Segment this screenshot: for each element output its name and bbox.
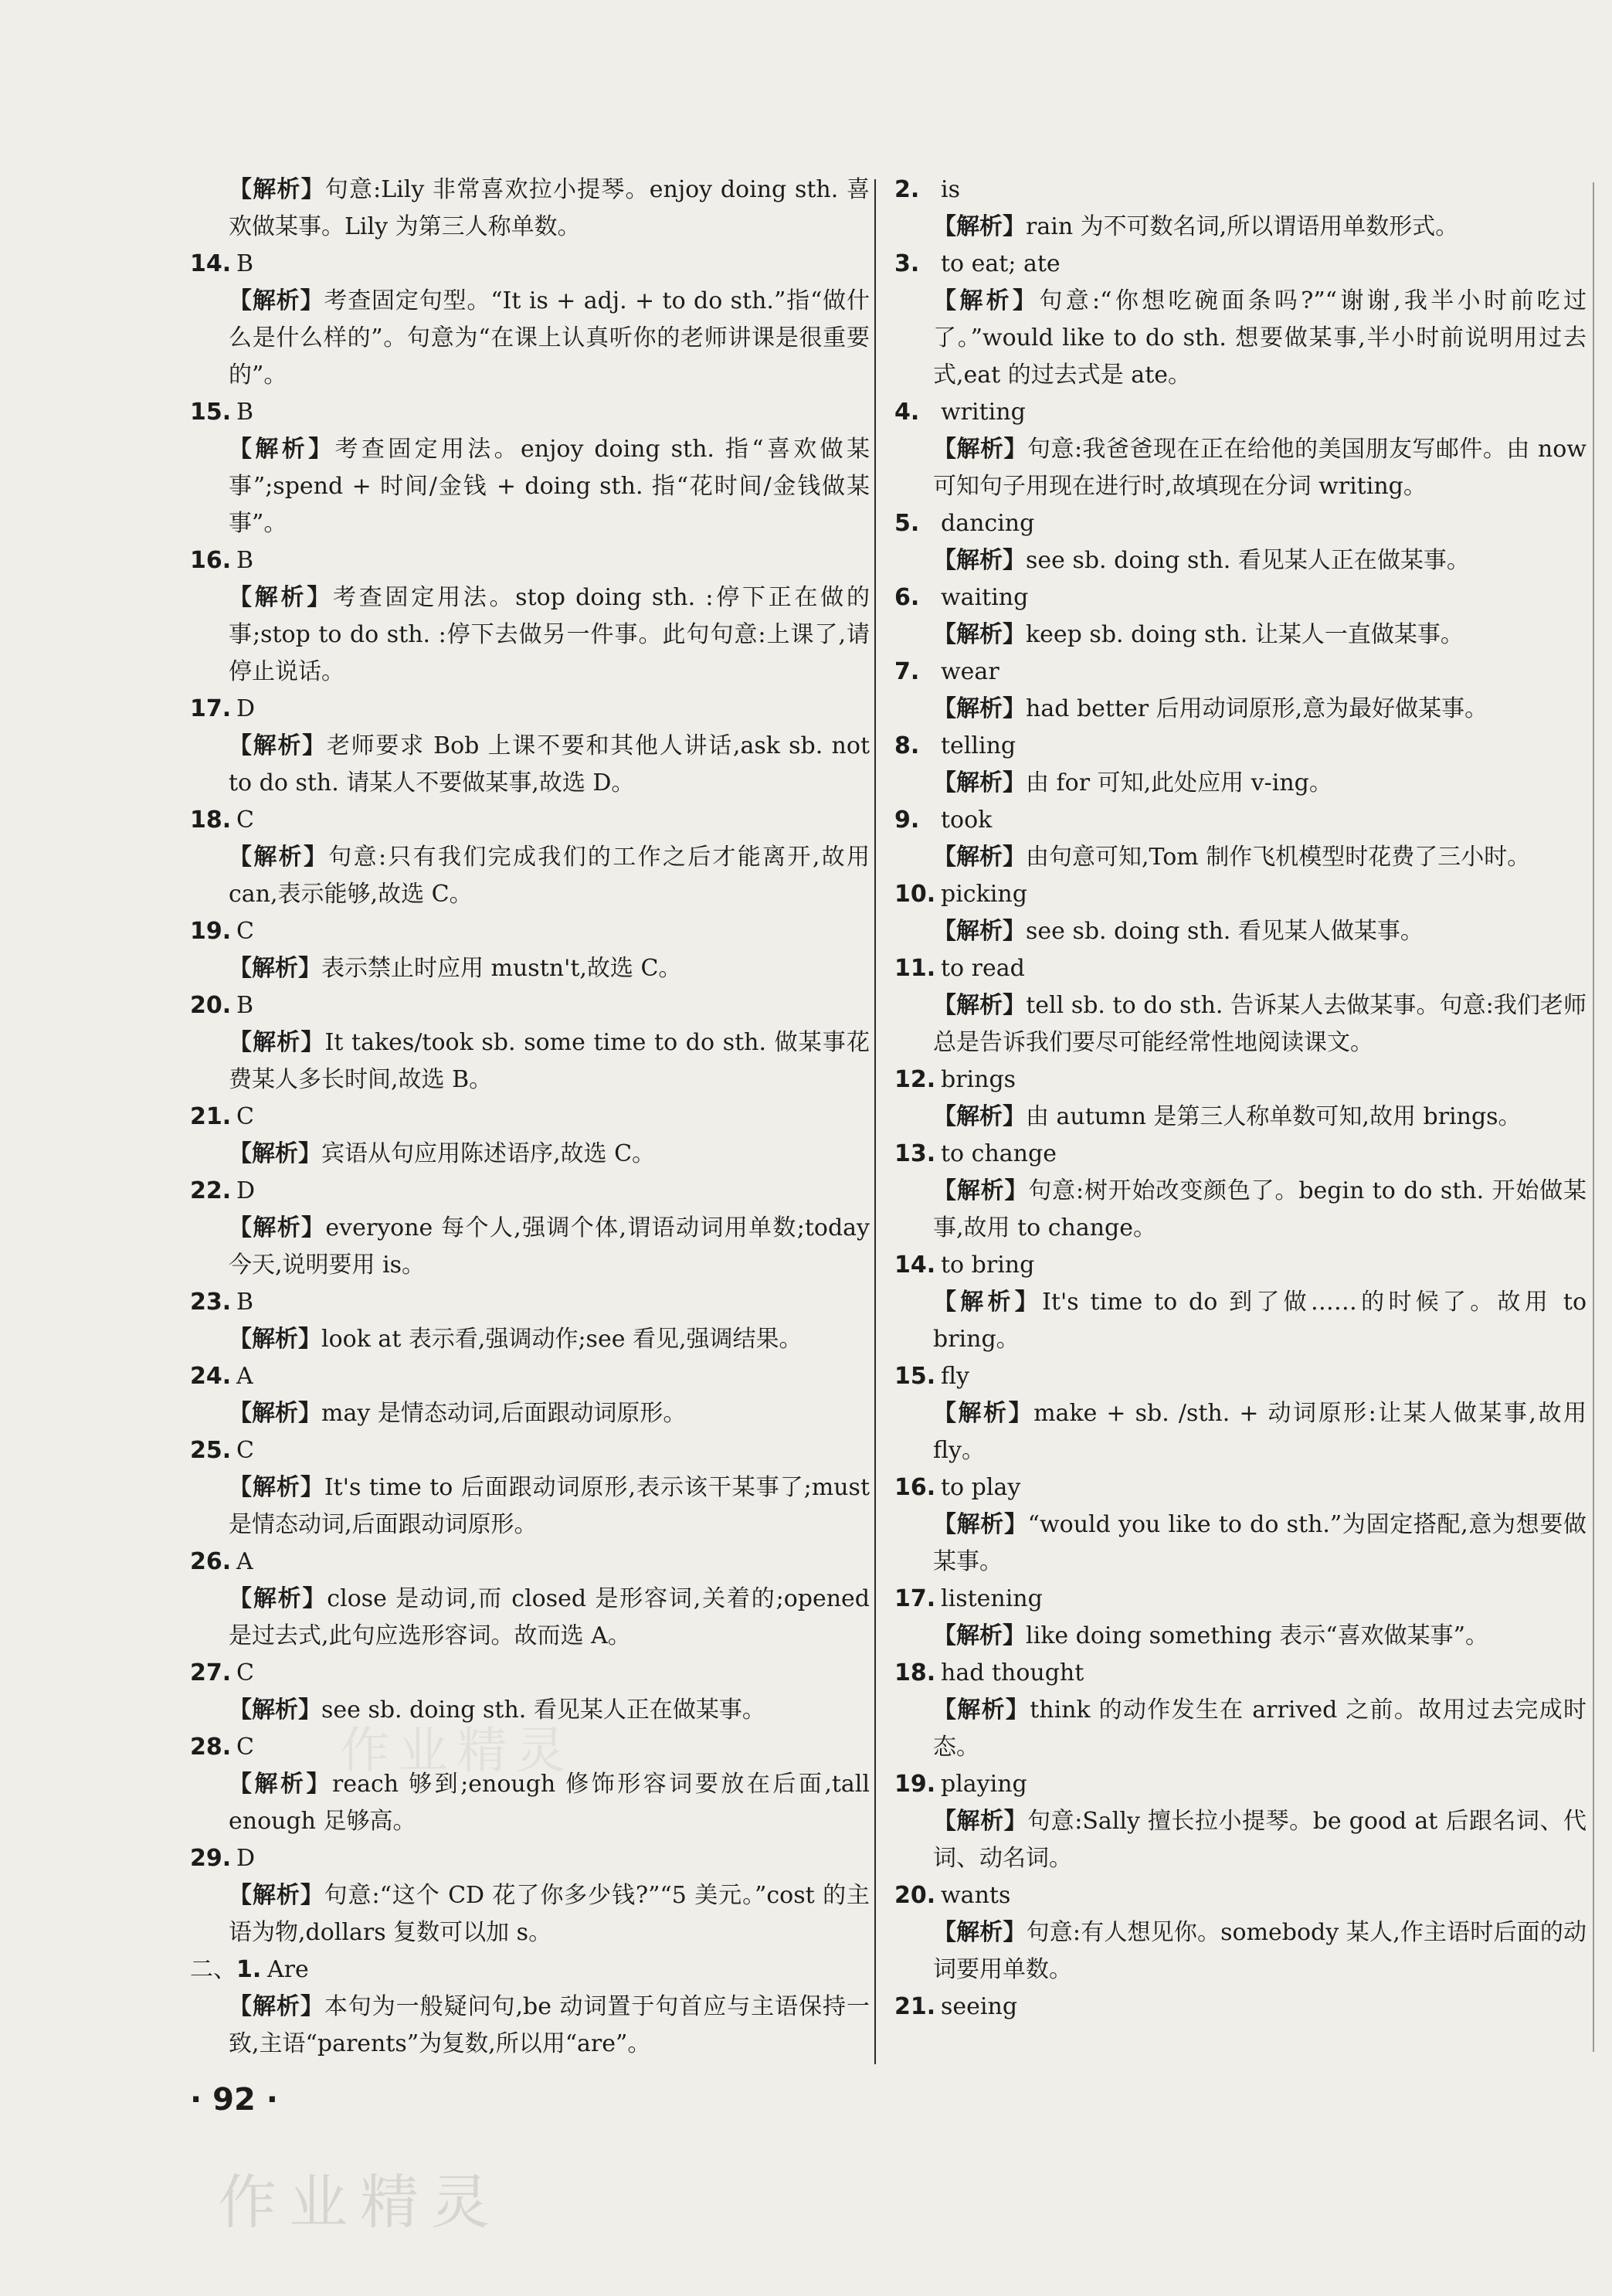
- question-number: 8.: [894, 732, 920, 759]
- answer-text: is: [941, 176, 960, 203]
- explanation: [190, 1877, 870, 1951]
- explanation-text: It takes/took sb. some time to do sth. 做某事花费某人多长时间,故选 B。: [229, 1029, 870, 1093]
- question-number: 16.: [894, 1474, 936, 1501]
- answer-row: [894, 579, 1587, 616]
- answer-text: B: [236, 547, 254, 574]
- explanation: [894, 1395, 1587, 1469]
- explanation: [190, 839, 870, 913]
- answer-text: B: [236, 250, 254, 277]
- question-number: 15.: [894, 1363, 936, 1390]
- explanation: [894, 1506, 1587, 1581]
- section-start-row: [190, 1951, 870, 1989]
- question-number: 16.: [190, 547, 232, 574]
- explanation: [190, 950, 870, 987]
- question-number: 4.: [894, 399, 920, 426]
- explanation-text: 由句意可知,Tom 制作飞机模型时花费了三小时。: [1026, 844, 1531, 871]
- question-number: 20.: [190, 992, 232, 1019]
- answer-text: waiting: [941, 584, 1029, 611]
- column-divider: [874, 179, 876, 2064]
- answer-text: took: [941, 807, 993, 834]
- explanation-tag: 【解析】: [933, 436, 1027, 463]
- answer-row: [894, 1877, 1587, 1914]
- explanation-tag: 【解析】: [229, 1140, 321, 1167]
- answer-row: [894, 1989, 1587, 2026]
- answer-text: to play: [941, 1474, 1021, 1501]
- explanation-text: 考查固定用法。stop doing sth. :停下正在做的事;stop to do sth. :停下去做另一件事。此句句意:上课了,请停止说话。: [229, 584, 870, 685]
- explanation-text: keep sb. doing sth. 让某人一直做某事。: [1026, 621, 1464, 648]
- explanation-text: see sb. doing sth. 看见某人正在做某事。: [321, 1697, 765, 1724]
- explanation-text: like doing something 表示“喜欢做某事”。: [1026, 1622, 1488, 1649]
- question-number: 13.: [894, 1140, 936, 1167]
- explanation-text: 由 for 可知,此处应用 v-ing。: [1026, 769, 1332, 796]
- answer-text: A: [236, 1363, 253, 1390]
- answer-text: C: [236, 918, 254, 945]
- explanation-text: It's time to 后面跟动词原形,表示该干某事了;must 是情态动词,后面跟动词原形。: [229, 1474, 870, 1538]
- question-number: 5.: [894, 510, 920, 537]
- explanation-text: 由 autumn 是第三人称单数可知,故用 brings。: [1026, 1103, 1522, 1130]
- question-number: 12.: [894, 1066, 936, 1093]
- question-number: 2.: [894, 176, 920, 203]
- explanation-tag: 【解析】: [229, 1029, 325, 1056]
- explanation: [894, 1099, 1587, 1136]
- explanation-text: 句意:我爸爸现在正在给他的美国朋友写邮件。由 now 可知句子用现在进行时,故填现在分词 writing。: [933, 436, 1587, 500]
- answer-row: [894, 505, 1587, 542]
- explanation-text: It's time to do 到了做……的时候了。故用 to bring。: [933, 1289, 1587, 1353]
- explanation-tag: 【解析】: [229, 436, 335, 463]
- question-number: 26.: [190, 1548, 232, 1575]
- explanation-tag: 【解析】: [229, 1214, 326, 1241]
- explanation-tag: 【解析】: [933, 1289, 1043, 1316]
- question-number: 19.: [190, 918, 232, 945]
- section-number: 二、: [190, 1956, 236, 1983]
- page-edge-line: [1593, 182, 1594, 2052]
- explanation-text: see sb. doing sth. 看见某人正在做某事。: [1026, 547, 1470, 574]
- answer-text: B: [236, 1289, 254, 1316]
- explanation-text: 句意:“你想吃碗面条吗?”“谢谢,我半小时前吃过了。”would like to do sth. 想要做某事,半小时前说明用过去式,eat 的过去式是 ate。: [933, 287, 1587, 389]
- explanation-text: 考查固定句型。“It is + adj. + to do sth.”指“做什么是什么样的”。句意为“在课上认真听你的老师讲课是很重要的”。: [229, 287, 870, 389]
- explanation-text: tell sb. to do sth. 告诉某人去做某事。句意:我们老师总是告诉我们要尽可能经常性地阅读课文。: [933, 992, 1587, 1056]
- answer-row: [190, 691, 870, 728]
- answer-row: [894, 1247, 1587, 1284]
- answer-text: B: [236, 992, 254, 1019]
- explanation-tag: 【解析】: [933, 844, 1026, 871]
- question-number: 25.: [190, 1437, 232, 1464]
- explanation-tag: 【解析】: [229, 584, 333, 611]
- explanation: [190, 728, 870, 802]
- answer-row: [190, 987, 870, 1024]
- answer-text: Are: [267, 1956, 309, 1983]
- question-number: 22.: [190, 1177, 232, 1204]
- explanation-text: may 是情态动词,后面跟动词原形。: [321, 1400, 687, 1427]
- answer-row: [894, 876, 1587, 913]
- explanation-tag: 【解析】: [229, 1697, 321, 1724]
- answer-text: B: [236, 399, 254, 426]
- explanation: [894, 913, 1587, 950]
- explanation: [894, 1914, 1587, 1989]
- explanation-tag: 【解析】: [933, 1808, 1028, 1835]
- explanation-tag: 【解析】: [229, 1326, 321, 1353]
- explanation-tag: 【解析】: [229, 844, 329, 871]
- explanation-tag: 【解析】: [933, 992, 1027, 1019]
- answer-row: [894, 394, 1587, 431]
- explanation-tag: 【解析】: [229, 1474, 324, 1501]
- explanation-text: look at 表示看,强调动作;see 看见,强调结果。: [321, 1326, 803, 1353]
- watermark: 作业精灵: [218, 2168, 502, 2237]
- answer-text: D: [236, 695, 256, 722]
- answer-row: [894, 246, 1587, 283]
- answer-row: [190, 1173, 870, 1210]
- explanation: [894, 283, 1587, 394]
- explanation-tag: 【解析】: [933, 1697, 1030, 1724]
- answer-row: [190, 1655, 870, 1692]
- answer-row: [190, 1840, 870, 1877]
- page-number: · 92 ·: [190, 2082, 278, 2118]
- explanation: [894, 616, 1587, 654]
- question-number: 19.: [894, 1771, 936, 1798]
- question-number: 9.: [894, 807, 920, 834]
- question-number: 11.: [894, 955, 936, 982]
- answer-row: [894, 1061, 1587, 1099]
- explanation-tag: 【解析】: [933, 1622, 1026, 1649]
- right-column: [894, 172, 1587, 2026]
- explanation: [190, 1989, 870, 2063]
- watermark-faint: 作业精灵: [340, 1723, 575, 1780]
- question-number: 7.: [894, 658, 920, 685]
- explanation-tag: 【解析】: [933, 1511, 1028, 1538]
- explanation: [894, 431, 1587, 505]
- explanation-tag: 【解析】: [229, 1882, 324, 1909]
- answer-row: [190, 1432, 870, 1469]
- answer-row: [894, 1469, 1587, 1506]
- explanation-text: had better 后用动词原形,意为最好做某事。: [1026, 695, 1488, 722]
- question-number: 15.: [190, 399, 232, 426]
- answer-text: D: [236, 1845, 256, 1872]
- explanation: [894, 839, 1587, 876]
- answer-row: [894, 802, 1587, 839]
- answer-text: A: [236, 1548, 253, 1575]
- question-number: 14.: [894, 1252, 936, 1279]
- explanation-tag: 【解析】: [933, 1919, 1027, 1946]
- answer-text: to bring: [941, 1252, 1035, 1279]
- explanation: [190, 579, 870, 691]
- explanation-tag: 【解析】: [229, 176, 325, 203]
- explanation: [894, 209, 1587, 246]
- explanation-text: see sb. doing sth. 看见某人做某事。: [1026, 918, 1424, 945]
- explanation: [894, 1618, 1587, 1655]
- answer-text: telling: [941, 732, 1016, 759]
- explanation-text: 本句为一般疑问句,be 动词置于句首应与主语保持一致,主语“parents”为复数,所以用“are”。: [229, 1993, 870, 2057]
- answer-text: writing: [941, 399, 1026, 426]
- explanation-text: 句意:Lily 非常喜欢拉小提琴。enjoy doing sth. 喜欢做某事。Lily 为第三人称单数。: [229, 176, 870, 240]
- answer-text: picking: [941, 881, 1027, 908]
- explanation-text: 句意:“这个 CD 花了你多少钱?”“5 美元。”cost 的主语为物,dollars 复数可以加 s。: [229, 1882, 870, 1946]
- answer-row: [894, 1655, 1587, 1692]
- explanation-tag: 【解析】: [933, 621, 1026, 648]
- answer-row: [190, 1099, 870, 1136]
- question-number: 29.: [190, 1845, 232, 1872]
- question-number: 28.: [190, 1734, 232, 1761]
- question-number: 23.: [190, 1289, 232, 1316]
- question-number: 21.: [190, 1103, 232, 1130]
- explanation-text: rain 为不可数名词,所以谓语用单数形式。: [1026, 213, 1459, 240]
- answer-text: wear: [941, 658, 999, 685]
- answer-text: dancing: [941, 510, 1035, 537]
- explanation: [894, 691, 1587, 728]
- explanation-text: 句意:树开始改变颜色了。begin to do sth. 开始做某事,故用 to change。: [933, 1177, 1587, 1241]
- explanation-tag: 【解析】: [229, 732, 327, 759]
- answer-text: C: [236, 1437, 254, 1464]
- explanation: [894, 1173, 1587, 1247]
- explanation-text: 老师要求 Bob 上课不要和其他人讲话,ask sb. not to do sth. 请某人不要做某事,故选 D。: [229, 732, 870, 796]
- answer-row: [894, 1766, 1587, 1803]
- question-number: 1.: [236, 1956, 262, 1983]
- question-number: 27.: [190, 1659, 232, 1686]
- question-number: 17.: [894, 1585, 936, 1612]
- question-number: 17.: [190, 695, 232, 722]
- answer-row: [190, 394, 870, 431]
- answer-text: fly: [941, 1363, 969, 1390]
- answer-text: C: [236, 807, 254, 834]
- answer-row: [190, 913, 870, 950]
- explanation-text: 句意:Sally 擅长拉小提琴。be good at 后跟名词、代词、动名词。: [933, 1808, 1587, 1872]
- answer-text: to change: [941, 1140, 1057, 1167]
- explanation-text: reach 够到;enough 修饰形容词要放在后面,tall enough 足够高。: [229, 1771, 870, 1835]
- explanation-text: make + sb. /sth. + 动词原形:让某人做某事,故用 fly。: [933, 1400, 1587, 1464]
- explanation: [190, 1210, 870, 1284]
- explanation-tag: 【解析】: [933, 287, 1040, 314]
- explanation-tag: 【解析】: [933, 918, 1026, 945]
- answer-row: [894, 1358, 1587, 1395]
- answer-text: C: [236, 1734, 254, 1761]
- answer-text: wants: [941, 1882, 1011, 1909]
- explanation-text: close 是动词,而 closed 是形容词,关着的;opened 是过去式,此句应选形容词。故而选 A。: [229, 1585, 870, 1649]
- answer-text: D: [236, 1177, 256, 1204]
- explanation-tag: 【解析】: [229, 287, 324, 314]
- answer-text: seeing: [941, 1993, 1018, 2020]
- explanation-tag: 【解析】: [229, 1993, 324, 2020]
- explanation: [894, 1692, 1587, 1766]
- answer-row: [894, 654, 1587, 691]
- answer-text: listening: [941, 1585, 1043, 1612]
- answer-row: [894, 1581, 1587, 1618]
- explanation: [190, 283, 870, 394]
- answer-text: brings: [941, 1066, 1016, 1093]
- explanation: [894, 765, 1587, 802]
- question-number: 18.: [894, 1659, 936, 1686]
- answer-text: to read: [941, 955, 1025, 982]
- explanation-tag: 【解析】: [933, 1103, 1026, 1130]
- answer-text: playing: [941, 1771, 1027, 1798]
- explanation-text: 考查固定用法。enjoy doing sth. 指“喜欢做某事”;spend + 时间/金钱 + doing sth. 指“花时间/金钱做某事”。: [229, 436, 870, 537]
- answer-row: [190, 542, 870, 579]
- explanation-tag: 【解析】: [933, 1400, 1034, 1427]
- explanation-text: everyone 每个人,强调个体,谓语动词用单数;today 今天,说明要用 is。: [229, 1214, 870, 1279]
- question-number: 6.: [894, 584, 920, 611]
- question-number: 20.: [894, 1882, 936, 1909]
- explanation: [190, 172, 870, 246]
- answer-text: C: [236, 1659, 254, 1686]
- explanation: [190, 1395, 870, 1432]
- explanation: [190, 1024, 870, 1099]
- explanation-tag: 【解析】: [229, 1400, 321, 1427]
- explanation-tag: 【解析】: [229, 1771, 333, 1798]
- answer-row: [190, 1544, 870, 1581]
- explanation-tag: 【解析】: [229, 955, 321, 982]
- question-number: 14.: [190, 250, 232, 277]
- explanation-tag: 【解析】: [933, 695, 1026, 722]
- answer-row: [894, 172, 1587, 209]
- explanation-text: 宾语从句应用陈述语序,故选 C。: [321, 1140, 656, 1167]
- question-number: 21.: [894, 1993, 936, 2020]
- answer-row: [190, 1284, 870, 1321]
- explanation-tag: 【解析】: [933, 213, 1026, 240]
- explanation: [894, 1284, 1587, 1358]
- explanation-tag: 【解析】: [933, 547, 1026, 574]
- explanation: [190, 1581, 870, 1655]
- answer-row: [190, 802, 870, 839]
- question-number: 10.: [894, 881, 936, 908]
- answer-row: [190, 246, 870, 283]
- explanation: [894, 1803, 1587, 1877]
- answer-text: C: [236, 1103, 254, 1130]
- explanation: [190, 1136, 870, 1173]
- explanation-tag: 【解析】: [933, 769, 1026, 796]
- explanation-text: think 的动作发生在 arrived 之前。故用过去完成时态。: [933, 1697, 1587, 1761]
- answer-row: [894, 950, 1587, 987]
- explanation: [190, 1469, 870, 1544]
- explanation-text: 表示禁止时应用 mustn't,故选 C。: [321, 955, 682, 982]
- question-number: 24.: [190, 1363, 232, 1390]
- explanation: [894, 987, 1587, 1061]
- explanation: [894, 542, 1587, 579]
- answer-row: [894, 728, 1587, 765]
- question-number: 3.: [894, 250, 920, 277]
- answer-row: [894, 1136, 1587, 1173]
- explanation: [190, 1321, 870, 1358]
- answer-row: [190, 1358, 870, 1395]
- explanation-text: 句意:有人想见你。somebody 某人,作主语时后面的动词要用单数。: [933, 1919, 1587, 1983]
- explanation: [190, 431, 870, 542]
- explanation-tag: 【解析】: [933, 1177, 1029, 1204]
- question-number: 18.: [190, 807, 232, 834]
- answer-text: had thought: [941, 1659, 1084, 1686]
- explanation-tag: 【解析】: [229, 1585, 327, 1612]
- answer-text: to eat; ate: [941, 250, 1061, 277]
- explanation-text: “would you like to do sth.”为固定搭配,意为想要做某事。: [933, 1511, 1587, 1575]
- explanation-text: 句意:只有我们完成我们的工作之后才能离开,故用 can,表示能够,故选 C。: [229, 844, 870, 908]
